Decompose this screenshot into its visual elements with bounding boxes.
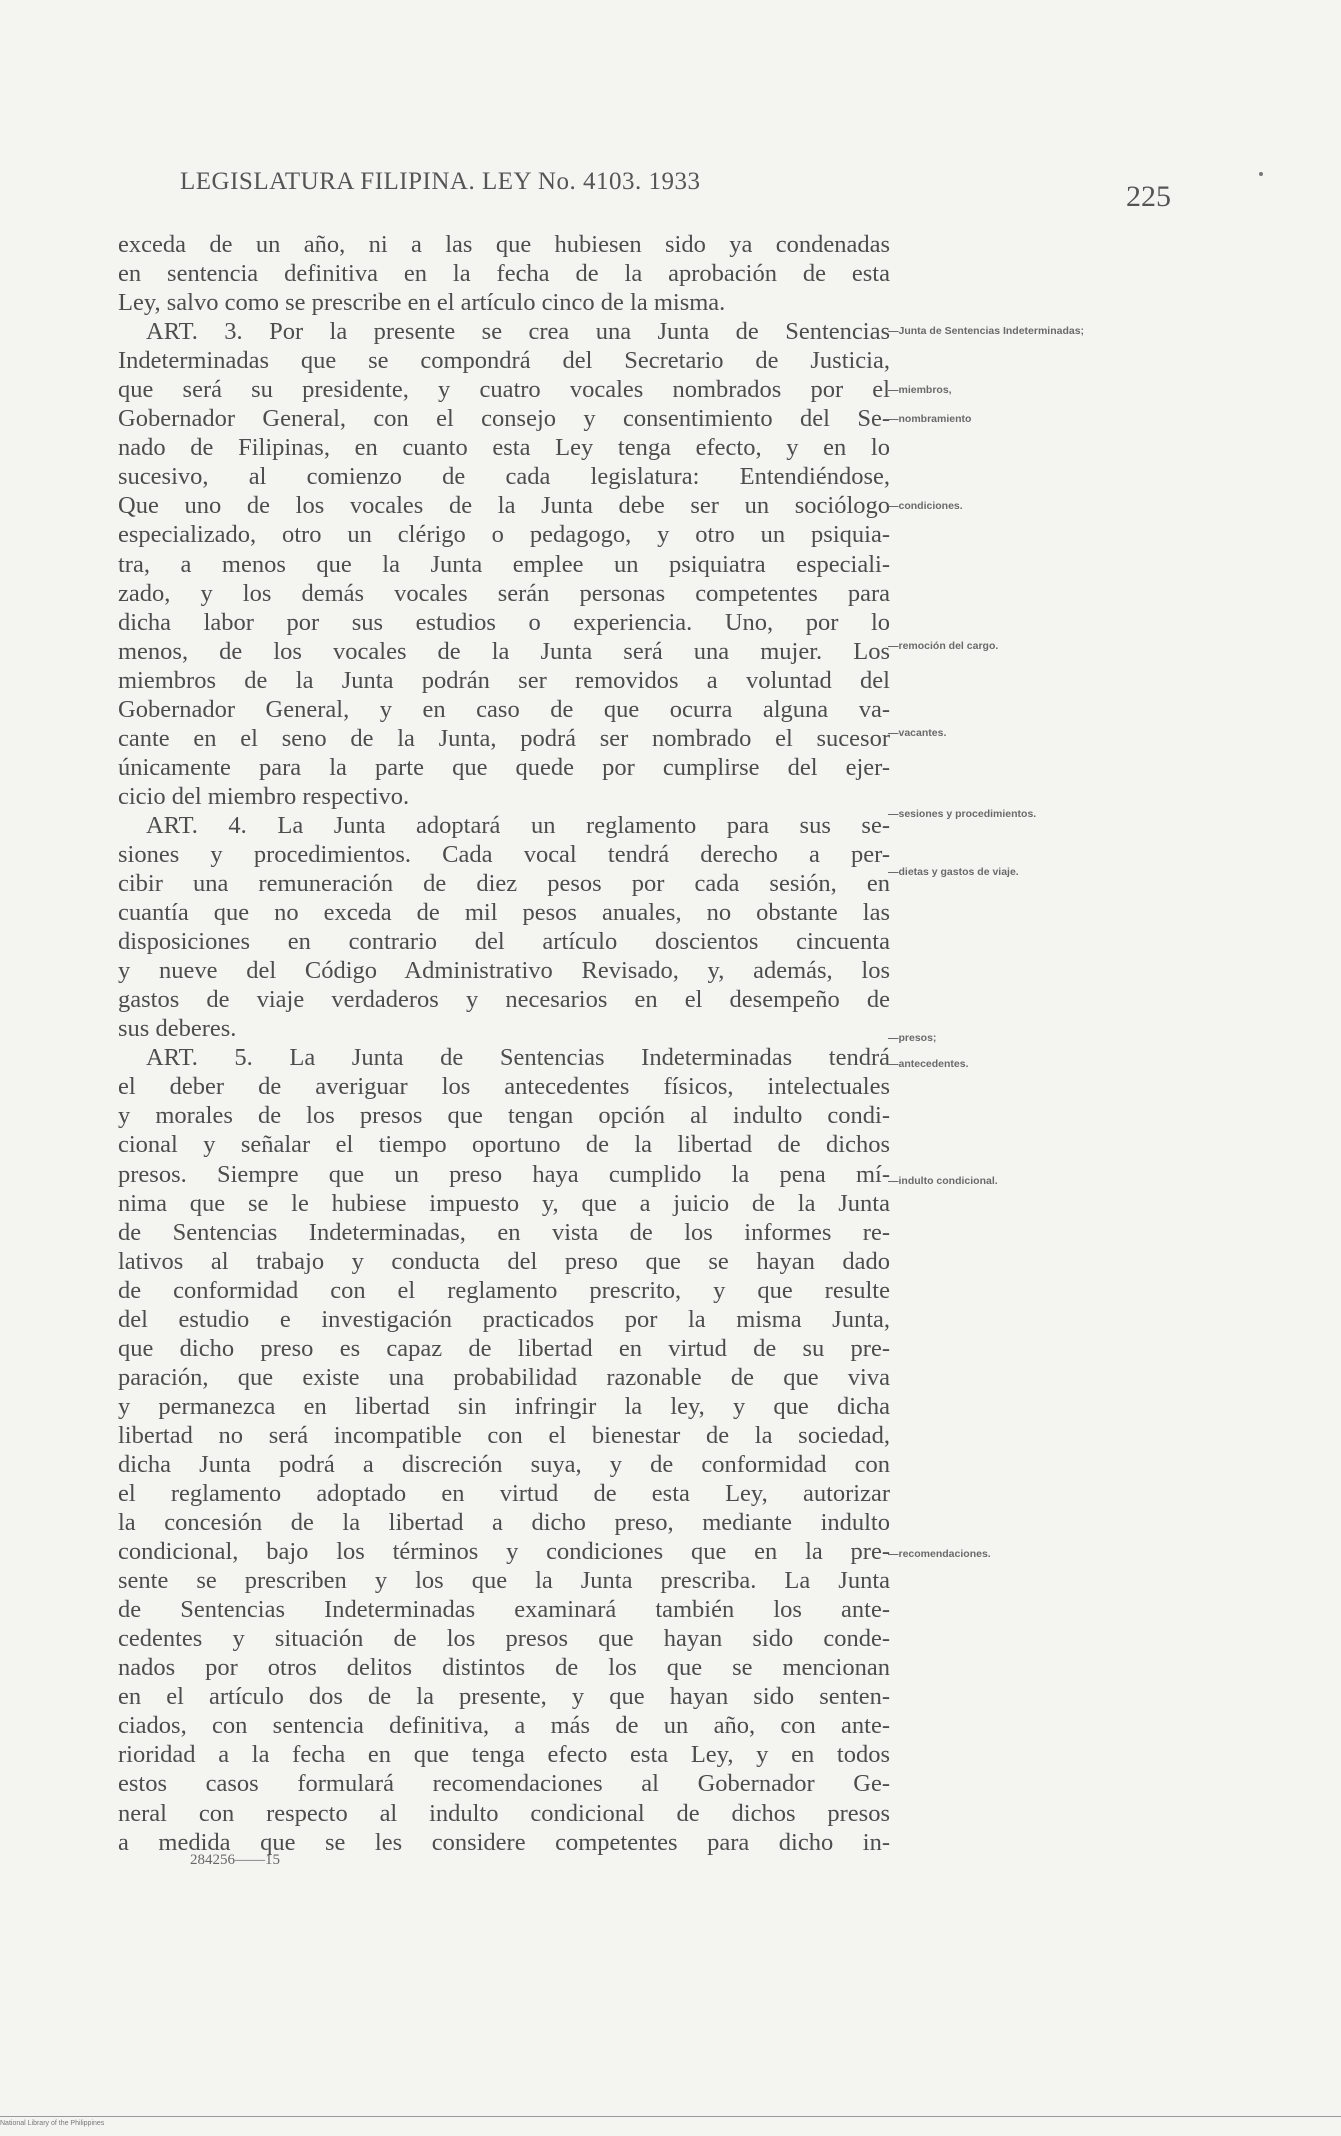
scan-credit: National Library of the Philippines	[0, 2120, 105, 2127]
margin-note-remocion: —remoción del cargo.	[888, 640, 999, 652]
margin-note-sesiones: —sesiones y procedimientos.	[888, 808, 1037, 820]
bottom-rule	[0, 2116, 1341, 2117]
margin-note-dietas: —dietas y gastos de viaje.	[888, 866, 1019, 878]
text-line: dicha Junta podrá a discreción suya, y de conformidad con	[118, 1450, 890, 1478]
text-line: lativos al trabajo y conducta del preso que se hayan dado	[118, 1247, 890, 1275]
text-line: y morales de los presos que tengan opción al indulto condi-	[118, 1102, 890, 1130]
text-line: ART. 5. La Junta de Sentencias Indeterminadas tendrá	[146, 1044, 890, 1072]
text-line: únicamente para la parte que quede por cumplirse del ejer-	[118, 753, 890, 781]
text-line: neral con respecto al indulto condicional de dichos presos	[118, 1799, 890, 1827]
text-line: menos, de los vocales de la Junta será una mujer. Los	[118, 637, 890, 665]
text-line: libertad no será incompatible con el bienestar de la sociedad,	[118, 1421, 890, 1449]
text-line: el reglamento adoptado en virtud de esta Ley, autorizar	[118, 1480, 890, 1508]
text-line: especializado, otro un clérigo o pedagogo, y otro un psiquia-	[118, 521, 890, 549]
text-line: Gobernador General, y en caso de que ocurra alguna va-	[118, 695, 890, 723]
text-line: paración, que existe una probabilidad razonable de que viva	[118, 1363, 890, 1391]
text-line: y permanezca en libertad sin infringir la ley, y que dicha	[118, 1392, 890, 1420]
text-line: del estudio e investigación practicados por la misma Junta,	[118, 1305, 890, 1333]
margin-note-antecedentes: —antecedentes.	[888, 1058, 969, 1070]
text-line: sus deberes.	[118, 1015, 237, 1043]
text-line: Gobernador General, con el consejo y consentimiento del Se-	[118, 405, 890, 433]
text-line: en sentencia definitiva en la fecha de la aprobación de esta	[118, 260, 890, 288]
text-line: disposiciones en contrario del artículo doscientos cincuenta	[118, 928, 890, 956]
text-line: y nueve del Código Administrativo Revisado, y, además, los	[118, 957, 890, 985]
margin-note-vacantes: —vacantes.	[888, 727, 947, 739]
text-line: sucesivo, al comienzo de cada legislatura: Entendiéndose,	[118, 463, 890, 491]
text-line: la concesión de la libertad a dicho preso, mediante indulto	[118, 1509, 890, 1537]
text-line: zado, y los demás vocales serán personas competentes para	[118, 579, 890, 607]
text-line: ART. 4. La Junta adoptará un reglamento para sus se-	[146, 811, 890, 839]
margin-note-nombramiento: —nombramiento	[888, 413, 972, 425]
text-line: siones y procedimientos. Cada vocal tendrá derecho a per-	[118, 840, 890, 868]
text-line: ciados, con sentencia definitiva, a más de un año, con ante-	[118, 1712, 890, 1740]
text-line: que dicho preso es capaz de libertad en virtud de su pre-	[118, 1334, 890, 1362]
text-line: cional y señalar el tiempo oportuno de la libertad de dichos	[118, 1131, 890, 1159]
text-line: gastos de viaje verdaderos y necesarios en el desempeño de	[118, 986, 890, 1014]
text-line: nima que se le hubiese impuesto y, que a juicio de la Junta	[118, 1189, 890, 1217]
text-line: de conformidad con el reglamento prescrito, y que resulte	[118, 1276, 890, 1304]
page-number: 225	[1126, 180, 1171, 213]
text-line: nado de Filipinas, en cuanto esta Ley tenga efecto, y en lo	[118, 434, 890, 462]
text-line: de Sentencias Indeterminadas, en vista de los informes re-	[118, 1218, 890, 1246]
margin-note-condiciones: —condiciones.	[888, 500, 963, 512]
margin-note-recomendaciones: —recomendaciones.	[888, 1548, 991, 1560]
text-line: que será su presidente, y cuatro vocales nombrados por el	[118, 376, 890, 404]
margin-note-miembros: —miembros,	[888, 384, 952, 396]
text-line: cante en el seno de la Junta, podrá ser nombrado el sucesor	[118, 724, 890, 752]
margin-note-indulto: —indulto condicional.	[888, 1175, 998, 1187]
text-line: cedentes y situación de los presos que hayan sido conde-	[118, 1625, 890, 1653]
text-line: cibir una remuneración de diez pesos por cada sesión, en	[118, 870, 890, 898]
text-line: Que uno de los vocales de la Junta debe ser un sociólogo	[118, 492, 890, 520]
text-line: en el artículo dos de la presente, y que hayan sido senten-	[118, 1683, 890, 1711]
text-line: presos. Siempre que un preso haya cumplido la pena mí-	[118, 1160, 890, 1188]
text-line: nados por otros delitos distintos de los que se mencionan	[118, 1654, 890, 1682]
text-line: dicha labor por sus estudios o experiencia. Uno, por lo	[118, 608, 890, 636]
text-line: el deber de averiguar los antecedentes físicos, intelectuales	[118, 1073, 890, 1101]
text-line: tra, a menos que la Junta emplee un psiquiatra especiali-	[118, 550, 890, 578]
text-line: estos casos formulará recomendaciones al Gobernador Ge-	[118, 1770, 890, 1798]
text-line: cuantía que no exceda de mil pesos anuales, no obstante las	[118, 899, 890, 927]
text-line: Ley, salvo como se prescribe en el artículo cinco de la misma.	[118, 289, 726, 317]
text-line: de Sentencias Indeterminadas examinará también los ante-	[118, 1596, 890, 1624]
body-text	[118, 230, 890, 1857]
text-line: miembros de la Junta podrán ser removidos a voluntad del	[118, 666, 890, 694]
print-code: 284256——15	[190, 1852, 280, 1868]
text-line: condicional, bajo los términos y condiciones que en la pre-	[118, 1538, 890, 1566]
text-line: Indeterminadas que se compondrá del Secretario de Justicia,	[118, 347, 890, 375]
running-title: LEGISLATURA FILIPINA. LEY No. 4103. 1933	[180, 168, 701, 195]
text-line: cicio del miembro respectivo.	[118, 782, 410, 810]
margin-note-presos: —presos;	[888, 1032, 937, 1044]
text-line: exceda de un año, ni a las que hubiesen sido ya condenadas	[118, 231, 890, 258]
margin-note-junta: —Junta de Sentencias Indeterminadas;	[888, 325, 1085, 337]
text-line: rioridad a la fecha en que tenga efecto esta Ley, y en todos	[118, 1741, 890, 1769]
text-line: sente se prescriben y los que la Junta prescriba. La Junta	[118, 1567, 890, 1595]
text-line: a medida que se les considere competentes para dicho in-	[118, 1828, 890, 1856]
ink-mark	[1259, 172, 1263, 176]
text-line: ART. 3. Por la presente se crea una Junta de Sentencias	[146, 318, 890, 346]
